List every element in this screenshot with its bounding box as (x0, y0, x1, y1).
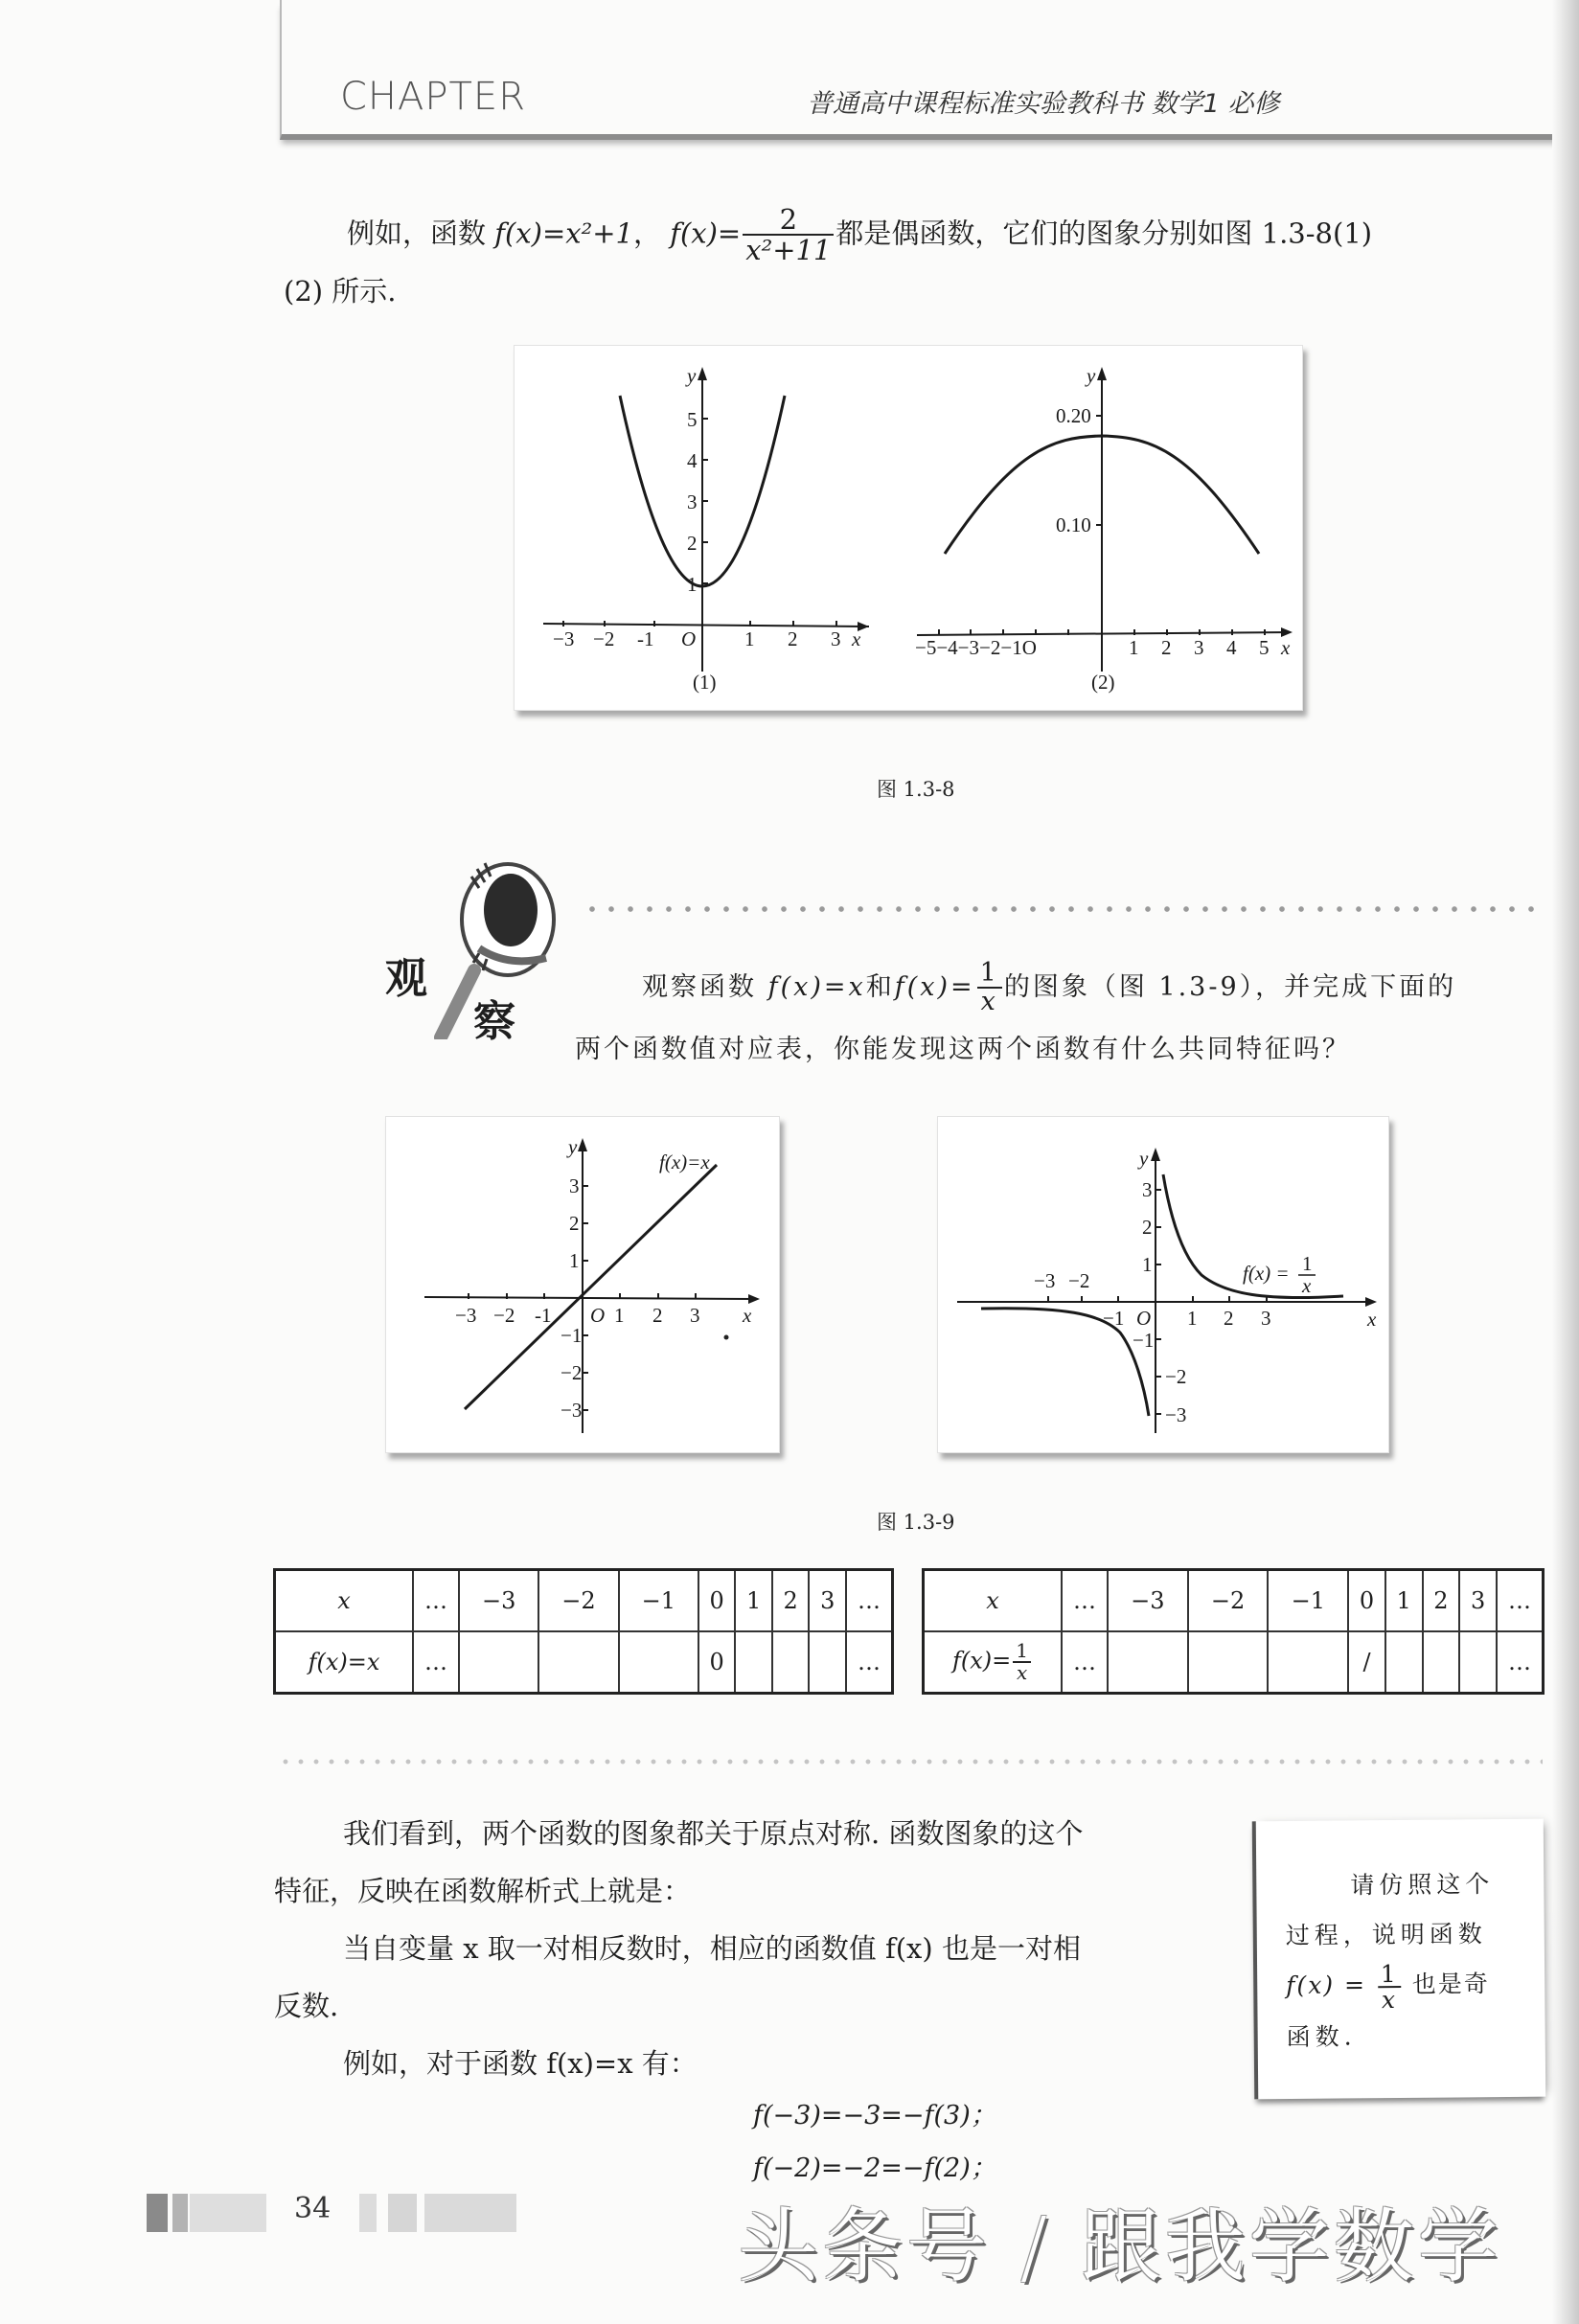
svg-text:2: 2 (788, 627, 798, 650)
table-cell[interactable] (1459, 1631, 1497, 1694)
table-cell[interactable]: 0 (698, 1631, 736, 1694)
svg-text:1: 1 (1142, 1253, 1153, 1276)
observe-text: 观察函数 (642, 971, 757, 1002)
table-cell: −2 (1188, 1570, 1269, 1632)
svg-text:4: 4 (687, 449, 698, 472)
panel-1-label: (1) (693, 671, 717, 694)
table-cell[interactable] (735, 1631, 772, 1694)
figure-1-3-9-right (937, 1116, 1389, 1453)
footer-bar-mid (172, 2194, 188, 2232)
svg-text:−2: −2 (593, 627, 615, 650)
table-cell: … (1497, 1570, 1544, 1632)
svg-text:-1: -1 (637, 627, 654, 650)
numerator: 1 (977, 960, 1002, 989)
footer-bar-light-3 (388, 2194, 417, 2232)
table-cell[interactable] (1268, 1631, 1348, 1694)
table-header-row (275, 1570, 893, 1632)
reciprocal-label-num: 1 (1302, 1252, 1313, 1275)
svg-text:5: 5 (687, 408, 698, 431)
body-p1-line2: 特征，反映在函数解析式上就是： (274, 1875, 692, 1907)
svg-text:−3: −3 (553, 627, 575, 650)
table-value-row (275, 1631, 893, 1694)
table-cell[interactable] (619, 1631, 698, 1694)
graph-identity (386, 1117, 779, 1452)
denominator: x (1016, 1661, 1028, 1684)
svg-text:−5−4−3−2−1O: −5−4−3−2−1O (915, 636, 1037, 659)
formula-fb-lhs: f(x)= (894, 971, 975, 1002)
intro-text: 例如，函数 (347, 216, 487, 250)
svg-text:−1: −1 (1133, 1329, 1155, 1352)
table-cell[interactable] (1188, 1631, 1269, 1694)
panel-2-label: (2) (1091, 671, 1115, 694)
chapter-label: CHAPTER (340, 75, 526, 119)
table-cell: 0 (698, 1570, 736, 1632)
svg-text:1: 1 (687, 573, 698, 596)
svg-text:3: 3 (1194, 636, 1204, 659)
observe-line-1 (642, 960, 1456, 1016)
svg-text:O: O (1136, 1307, 1152, 1330)
intro-line-2: (2) 所示. (284, 275, 397, 308)
table-cell[interactable] (459, 1631, 538, 1694)
table-cell: 2 (772, 1570, 810, 1632)
observe-and: 和 (865, 971, 895, 1002)
reciprocal-label-lhs: f(x) = (1243, 1262, 1290, 1285)
denominator: x (980, 987, 998, 1017)
svg-text:y: y (568, 1135, 578, 1158)
svg-text:1: 1 (614, 1304, 625, 1327)
svg-text:y: y (1139, 1147, 1149, 1170)
book-title: 普通高中课程标准实验教科书 数学1 必修 (807, 89, 1280, 119)
table-cell: 1 (1385, 1570, 1423, 1632)
table-row-label: f(x)=x (275, 1631, 414, 1694)
svg-text:x: x (1367, 1308, 1377, 1331)
value-table-reciprocal (922, 1568, 1545, 1695)
svg-text:O: O (590, 1304, 606, 1327)
table-cell[interactable] (1385, 1631, 1423, 1694)
svg-text:−2: −2 (1068, 1269, 1090, 1292)
svg-text:−2: −2 (561, 1361, 583, 1384)
note-formula-lhs: f(x) = (1286, 1971, 1367, 2000)
svg-text:−3: −3 (455, 1304, 477, 1327)
svg-text:3: 3 (1261, 1307, 1271, 1330)
footer-bar-light-2 (359, 2194, 377, 2232)
svg-text:−2: −2 (493, 1304, 515, 1327)
note-line-3 (1286, 1959, 1525, 2013)
intro-text-suffix: 都是偶函数，它们的图象分别如图 1.3-8(1) (835, 216, 1373, 250)
svg-text:O: O (681, 627, 697, 650)
table-cell: 1 (735, 1570, 772, 1632)
dotted-divider-top (583, 905, 1545, 913)
svg-text:2: 2 (1142, 1216, 1153, 1239)
side-note (1252, 1819, 1546, 2100)
footer-bar-light-4 (424, 2194, 516, 2232)
table-value-row (924, 1631, 1544, 1694)
graph-bell-curve (917, 367, 1293, 672)
separator: ， (632, 216, 661, 250)
svg-text:y: y (687, 364, 697, 387)
table-cell[interactable] (772, 1631, 810, 1694)
table-cell: … (846, 1570, 893, 1632)
dotted-divider-bottom (278, 1759, 1543, 1765)
table-cell: −3 (459, 1570, 538, 1632)
note-line-2: 过程，说明函数 (1285, 1920, 1487, 1950)
svg-text:x: x (1281, 636, 1291, 659)
denominator: x (1381, 1985, 1398, 2014)
formula-fb-fraction (977, 960, 1002, 1016)
watermark: 头条号 / 跟我学数学 (738, 2199, 1502, 2293)
svg-text:1: 1 (569, 1249, 580, 1272)
svg-text:x: x (743, 1304, 752, 1327)
figure-1-3-8 (514, 345, 1303, 711)
table-cell: 2 (1423, 1570, 1460, 1632)
svg-text:2: 2 (569, 1212, 580, 1235)
svg-text:1: 1 (744, 627, 755, 650)
numerator: 1 (1378, 1961, 1401, 1987)
table-cell: 3 (809, 1570, 846, 1632)
svg-text:5: 5 (1259, 636, 1270, 659)
page-edge-shadow (1552, 0, 1579, 2324)
table-row-label (924, 1631, 1063, 1694)
svg-text:x: x (852, 627, 861, 650)
table-cell[interactable] (538, 1631, 618, 1694)
note-line-4: 函数. (1286, 2021, 1357, 2051)
table-cell: 3 (1459, 1570, 1497, 1632)
equation-1: f(−3)=−3=−f(3)； (753, 2101, 996, 2130)
table-cell: x (275, 1570, 414, 1632)
table-cell: x (924, 1570, 1063, 1632)
figure-1-3-8-caption: 图 1.3-8 (877, 778, 955, 801)
table-cell[interactable]: / (1348, 1631, 1385, 1694)
table-cell[interactable]: … (1062, 1631, 1108, 1694)
figure-1-3-9-left (385, 1116, 780, 1453)
svg-text:3: 3 (687, 490, 698, 513)
note-fraction (1378, 1959, 1401, 2014)
figure-1-3-8-graphs (515, 346, 1302, 710)
note-line-1: 请仿照这个 (1350, 1870, 1495, 1900)
graph-parabola (543, 367, 869, 672)
body-p2-line2: 反数. (274, 1990, 339, 2022)
svg-text:−1: −1 (1103, 1307, 1125, 1330)
table-cell: … (1062, 1570, 1108, 1632)
observe-char-1: 观 (385, 954, 427, 1003)
body-p1-line1: 我们看到，两个函数的图象都关于原点对称. 函数图象的这个 (343, 1817, 1084, 1850)
body-p2-line1: 当自变量 x 取一对相反数时，相应的函数值 f(x) 也是一对相 (343, 1932, 1081, 1965)
table-cell: −1 (619, 1570, 698, 1632)
table-cell: −2 (538, 1570, 618, 1632)
formula-fa: f(x)=x (767, 971, 866, 1002)
svg-text:2: 2 (652, 1304, 663, 1327)
table-cell[interactable] (1423, 1631, 1460, 1694)
table-cell[interactable]: … (1497, 1631, 1544, 1694)
graph-reciprocal (938, 1117, 1388, 1452)
table-cell[interactable] (1108, 1631, 1188, 1694)
numerator: 1 (1013, 1641, 1031, 1663)
formula-f1: f(x)=x²+1 (494, 216, 633, 250)
footer-bar-dark (147, 2194, 168, 2232)
equation-2: f(−2)=−2=−f(2)； (753, 2153, 996, 2183)
table-cell: −3 (1108, 1570, 1188, 1632)
svg-text:1: 1 (1129, 636, 1139, 659)
observe-char-2: 察 (473, 997, 515, 1046)
page-number: 34 (294, 2192, 332, 2225)
row-label-fraction (1013, 1641, 1031, 1683)
value-table-identity (273, 1568, 894, 1695)
svg-text:3: 3 (831, 627, 841, 650)
svg-text:3: 3 (1142, 1178, 1153, 1201)
denominator: x²+11 (745, 234, 832, 267)
svg-text:4: 4 (1226, 636, 1237, 659)
svg-text:−3: −3 (1165, 1403, 1187, 1426)
svg-text:3: 3 (690, 1304, 700, 1327)
footer-bar-light (190, 2194, 266, 2232)
intro-line-1 (347, 205, 1372, 265)
svg-text:−3: −3 (1034, 1269, 1056, 1292)
svg-text:2: 2 (687, 532, 698, 555)
observe-line-2: 两个函数值对应表，你能发现这两个函数有什么共同特征吗？ (575, 1035, 1351, 1064)
figure-1-3-9-caption: 图 1.3-9 (877, 1511, 955, 1534)
svg-text:2: 2 (1224, 1307, 1234, 1330)
numerator: 2 (743, 205, 834, 236)
table-cell: −1 (1268, 1570, 1348, 1632)
table-cell[interactable] (809, 1631, 846, 1694)
identity-label: f(x)=x (659, 1151, 710, 1173)
svg-text:0.10: 0.10 (1056, 513, 1091, 536)
table-cell: 0 (1348, 1570, 1385, 1632)
svg-text:−2: −2 (1165, 1365, 1187, 1388)
svg-text:-1: -1 (535, 1304, 552, 1327)
table-header-row (924, 1570, 1544, 1632)
row-label-lhs: f(x)= (952, 1647, 1012, 1675)
svg-text:2: 2 (1161, 636, 1172, 659)
formula-f2-lhs: f(x)= (670, 216, 742, 250)
note-formula-rhs: 也是奇 (1411, 1970, 1490, 1998)
svg-text:3: 3 (569, 1174, 580, 1197)
table-cell[interactable]: … (413, 1631, 459, 1694)
formula-f2-fraction (743, 205, 834, 265)
svg-text:−3: −3 (561, 1399, 583, 1422)
svg-text:−1: −1 (561, 1324, 583, 1347)
body-p3: 例如，对于函数 f(x)=x 有： (343, 2047, 698, 2080)
table-cell: … (413, 1570, 459, 1632)
table-cell[interactable]: … (846, 1631, 893, 1694)
svg-text:1: 1 (1187, 1307, 1198, 1330)
reciprocal-label-den: x (1302, 1274, 1312, 1297)
svg-text:y: y (1087, 364, 1096, 387)
svg-text:0.20: 0.20 (1056, 404, 1091, 427)
observe-text-suffix: 的图象（图 1.3-9），并完成下面的 (1003, 971, 1457, 1002)
side-note-text (1256, 1819, 1545, 2062)
